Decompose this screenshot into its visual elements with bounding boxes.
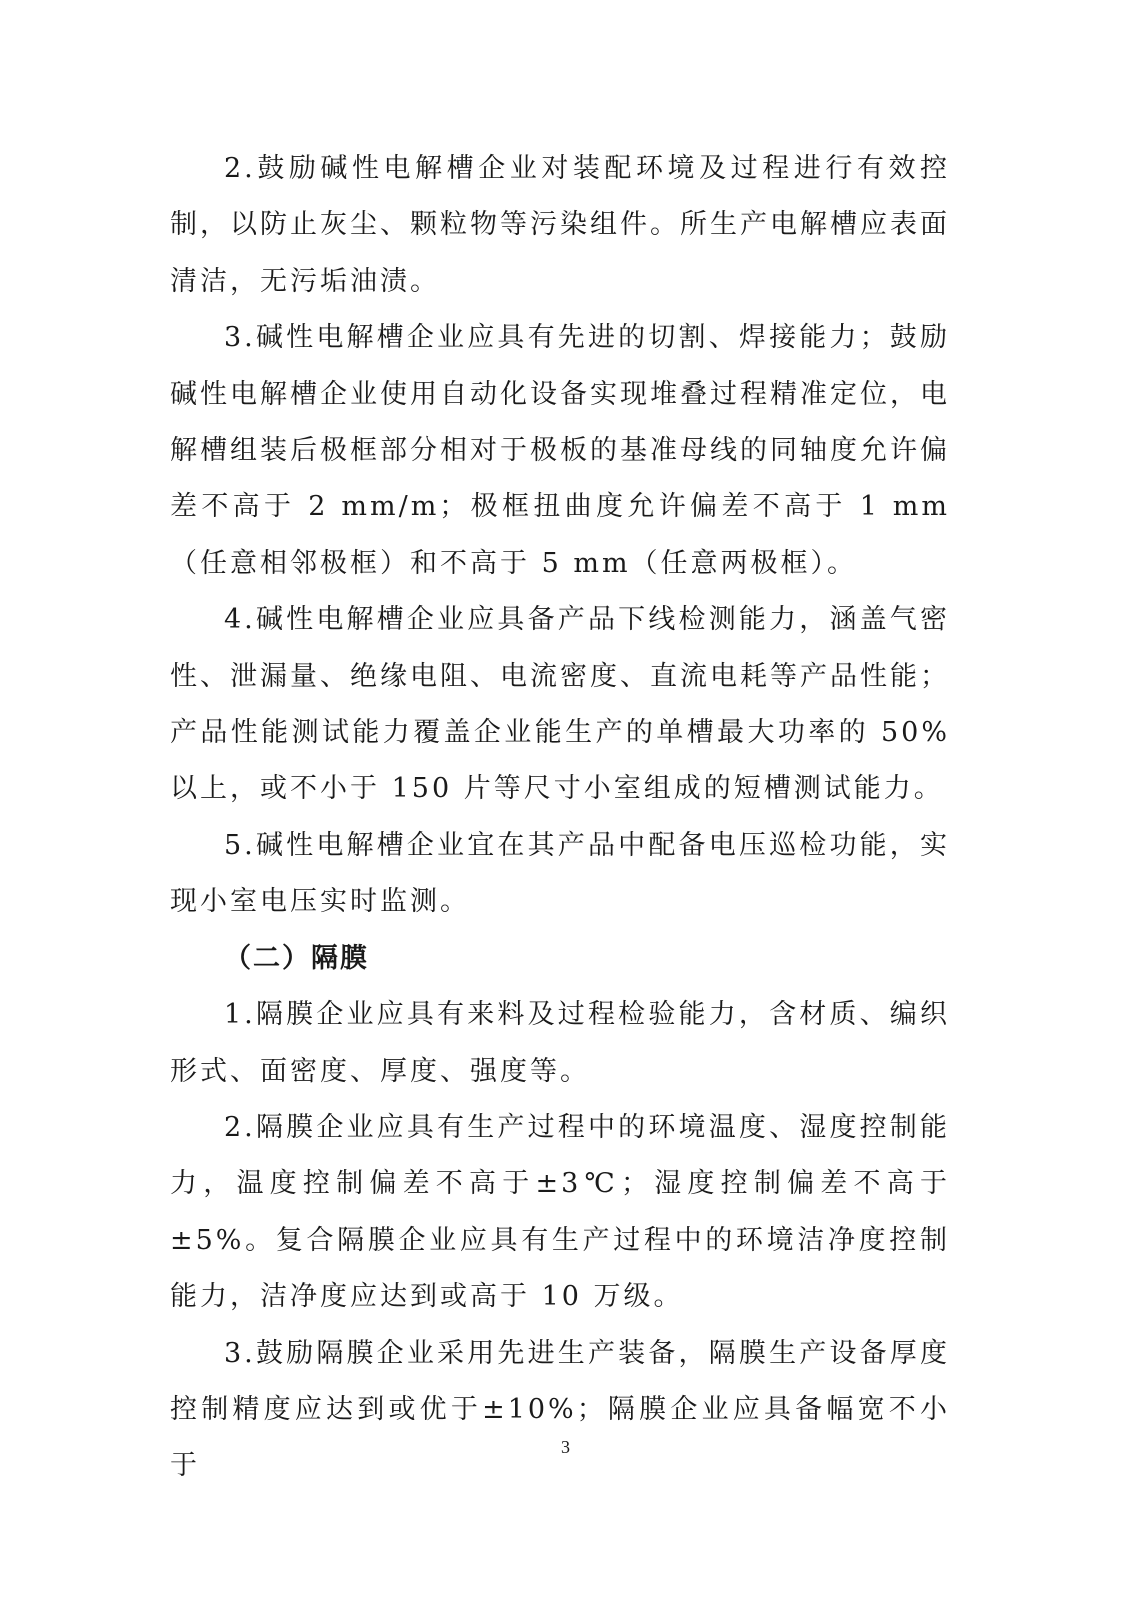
page-number: 3	[561, 1437, 570, 1457]
paragraph-electrolyzer-offline-testing: 4.碱性电解槽企业应具备产品下线检测能力，涵盖气密性、泄漏量、绝缘电阻、电流密度、直流电耗等产品性能；产品性能测试能力覆盖企业能生产的单槽最大功率的 50%以上，或不小于 150 片等尺寸小室组成的短槽测试能力。	[170, 604, 950, 805]
paragraph-diaphragm-production-equipment: 3.鼓励隔膜企业采用先进生产装备，隔膜生产设备厚度控制精度应达到或优于±10%；隔膜企业应具备幅宽不小于	[170, 1337, 950, 1482]
paragraph-electrolyzer-voltage-inspection: 5.碱性电解槽企业宜在其产品中配备电压巡检功能，实现小室电压实时监测。	[170, 829, 950, 918]
paragraph-diaphragm-inspection: 1.隔膜企业应具有来料及过程检验能力，含材质、编织形式、面密度、厚度、强度等。	[170, 999, 950, 1087]
section-heading-diaphragm: （二）隔膜	[224, 942, 369, 974]
paragraph-diaphragm-environment-control: 2.隔膜企业应具有生产过程中的环境温度、湿度控制能力，温度控制偏差不高于±3℃；湿度控制偏差不高于±5%。复合隔膜企业应具有生产过程中的环境洁净度控制能力，洁净度应达到或高于 10 万级。	[170, 1111, 950, 1313]
paragraph-electrolyzer-cutting-welding: 3.碱性电解槽企业应具有先进的切割、焊接能力；鼓励碱性电解槽企业使用自动化设备实现堆叠过程精准定位，电解槽组装后极框部分相对于极板的基准母线的同轴度允许偏差不高于 2 mm/m；极框扭曲度允许偏差不高于 1 mm（任意相邻极框）和不高于 5 mm（任意两极框）。	[170, 322, 950, 579]
paragraph-electrolyzer-assembly-environment: 2.鼓励碱性电解槽企业对装配环境及过程进行有效控制，以防止灰尘、颗粒物等污染组件。所生产电解槽应表面清洁，无污垢油渍。	[170, 153, 950, 297]
page-body	[170, 141, 950, 1495]
